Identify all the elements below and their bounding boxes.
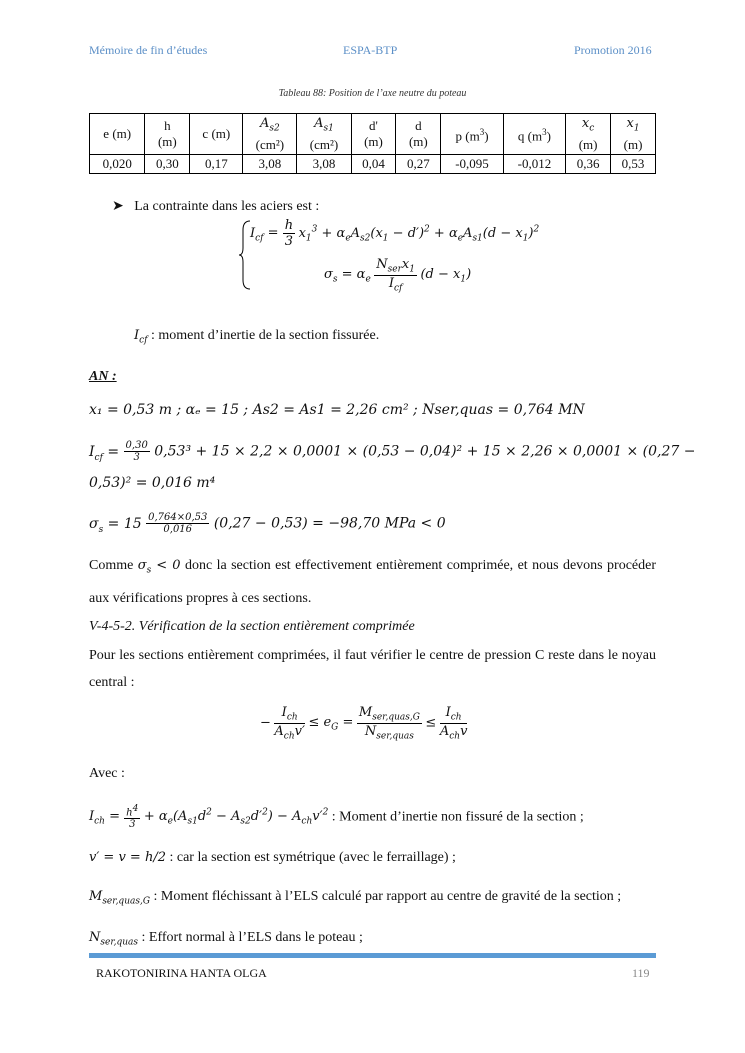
cell-as1: 3,08 (297, 154, 351, 173)
col-q: q $(m^3)$ (503, 114, 565, 155)
def-v: v′ = v = h/2 : car la section est symétrique (avec le ferraillage) ; (89, 850, 456, 865)
col-xc: $x_c$ (m) (566, 114, 611, 155)
icf-calculation-line1: $I_{cf}$ = $\frac{0,30}{3}$ 0,53³ + 15 × 2,2 × 0,0001 × (0,53 − 0,04)² + 15 × 2,26 × 0,0001 × (0,27 − (89, 440, 696, 463)
section-title: V-4-5-2. Vérification de la section entièrement comprimée (89, 619, 415, 634)
cell-xc: 0,36 (566, 154, 611, 173)
icf-definition: $I_{cf}$ : moment d’inertie de la section fissurée. (134, 328, 380, 346)
cell-c: 0,17 (190, 154, 243, 173)
paragraph-comme-text: donc la section est effectivement entièrement comprimée, et nous devons procéder aux vérifications propres à ces sections. (89, 558, 657, 606)
header-left: Mémoire de fin d’études (89, 43, 208, 57)
cell-p: -0,095 (441, 154, 503, 173)
sigma-formula: $\sigma_s = \alpha_e$ $N_{ser}x_1$ $I_{cf}$ $(d - x_1)$ (324, 257, 472, 294)
cell-as2: 3,08 (243, 154, 297, 173)
an-values: x₁ = 0,53 m ; αₑ = 15 ; As2 = As1 = 2,26 cm² ; Nser,quas = 0,764 MN (89, 402, 585, 418)
an-label: AN : (89, 369, 117, 384)
header-center: ESPA-BTP (343, 43, 398, 57)
kernel-inequality: − $I_{ch}$ $A_{ch}v'$ ≤ $e_G$ = $M_{ser,quas,G}$ $N_{ser,quas}$ ≤ $I_{ch}$ $A_{ch}v$ (260, 705, 468, 742)
def-mser-text: : Moment fléchissant à l’ELS calculé par rapport au centre de gravité de la section ; (153, 889, 622, 904)
cell-x1: 0,53 (611, 154, 656, 173)
footer-bar (89, 953, 656, 958)
bullet-text: La contrainte dans les aciers est : (134, 199, 320, 214)
col-p: p $(m^3)$ (441, 114, 503, 155)
sigma-calculation: $\sigma_s = 15$ $\frac{0,764\times 0,53}{0,016}$ (0,27 − 0,53) = −98,70 MPa < 0 (89, 512, 446, 535)
footer-author: RAKOTONIRINA HANTA OLGA (96, 966, 267, 980)
col-h: h (m) (145, 114, 190, 155)
page-number: 119 (632, 966, 650, 980)
col-dprime: d' (m) (351, 114, 396, 155)
col-as2: $A_{s2}$ (cm²) (243, 114, 297, 155)
def-nser: $N_{ser,quas}$ : Effort normal à l’ELS dans le poteau ; (89, 930, 363, 948)
paragraph-comme: Comme $\sigma_s < 0$ donc la section est effectivement entièrement comprimée, et nous devons procéder aux vérifications propres à ces sections. (89, 558, 657, 606)
def-v-text: : car la section est symétrique (avec le ferraillage) ; (169, 850, 456, 865)
col-e: e (m) (90, 114, 145, 155)
cell-q: -0,012 (503, 154, 565, 173)
def-mser: $M_{ser,quas,G}$ : Moment fléchissant à l’ELS calculé par rapport au centre de gravité de la section ; (89, 889, 622, 907)
icf-formula: $I_{cf}$ = $\frac{h}{3}$ $x_1^3 + \alpha_eA_{s2}(x_1 - d')^2 + \alpha_eA_{s1}(d - x_1)^2$ (250, 218, 540, 249)
sigma-calculation-text: (0,27 − 0,53) = −98,70 MPa < 0 (213, 515, 446, 532)
paragraph-pour: Pour les sections entièrement comprimées, il faut vérifier le centre de pression C reste dans le noyau central : (89, 648, 656, 690)
icf-calculation-line2: 0,53)² = 0,016 m⁴ (89, 475, 216, 491)
def-ich: $I_{ch}$ = $\frac{h^4}{3}$ + $\alpha_e(A_{s1}d^2 - A_{s2}d'^2) - A_{ch}v'^2$ : Moment d’inertie non fissuré de la section ; (89, 804, 584, 831)
col-x1: $x_1$ (m) (611, 114, 656, 155)
col-d: d (m) (396, 114, 441, 155)
cell-e: 0,020 (90, 154, 145, 173)
cell-dprime: 0,04 (351, 154, 396, 173)
neutral-axis-table (89, 113, 656, 174)
cell-h: 0,30 (145, 154, 190, 173)
def-ich-text: : Moment d’inertie non fissuré de la section ; (331, 809, 584, 825)
table-header-row (90, 114, 656, 155)
col-as1: $A_{s1}$ (cm²) (297, 114, 351, 155)
icf-definition-text: : moment d’inertie de la section fissurée. (151, 328, 380, 343)
header-right: Promotion 2016 (574, 43, 652, 57)
avec-label: Avec : (89, 766, 125, 781)
icf-calculation-text: 0,53³ + 15 × 2,2 × 0,0001 × (0,53 − 0,04)² + 15 × 2,26 × 0,0001 × (0,27 − (154, 443, 696, 460)
cell-d: 0,27 (396, 154, 441, 173)
col-c: c (m) (190, 114, 243, 155)
def-nser-text: : Effort normal à l’ELS dans le poteau ; (141, 930, 363, 945)
table-row (90, 154, 656, 173)
bullet-line (112, 198, 319, 215)
arrow-bullet-icon: ➤ (112, 199, 124, 214)
table-caption: Tableau 88: Position de l’axe neutre du poteau (278, 88, 467, 99)
